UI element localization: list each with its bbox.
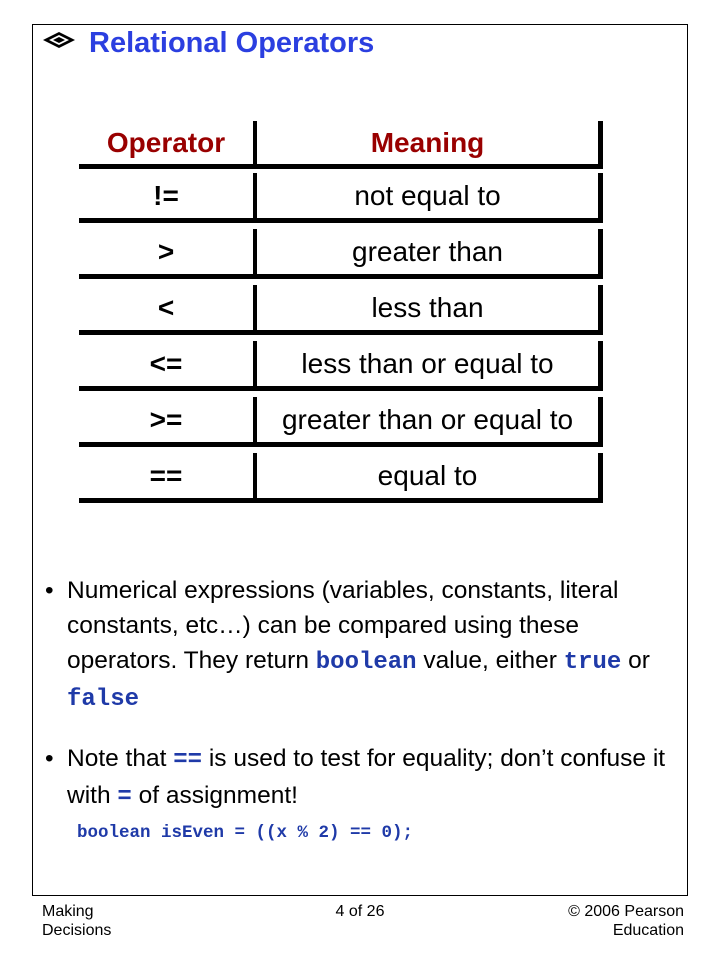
diamond-arrow-icon [41,29,77,51]
meaning-cell: less than or equal to [301,347,554,379]
footer-left-line1: Making [42,903,94,920]
meaning-cell: less than [371,291,484,323]
bullet-text-segment: value, either [416,647,564,674]
slide-frame [32,24,688,896]
table-row [79,341,603,391]
bullet-dot: • [45,745,54,772]
operator-cell: == [79,453,257,498]
bullet-list [41,573,681,839]
bullet-text-segment: is used to test for equality; don’t confuse it with [67,745,666,809]
table-row [79,173,603,223]
header-meaning: Meaning [370,126,485,158]
keyword-boolean: boolean [315,649,417,676]
operator-cell: != [79,173,257,218]
bullet-item [41,573,681,717]
bullet-item [41,741,681,815]
keyword-equality: == [173,747,203,774]
keyword-true: true [563,649,622,676]
bullet-text-segment: Note that [67,745,174,772]
operators-table [79,121,603,509]
table-header-row [79,121,603,169]
footer-right-line1: © 2006 Pearson [568,903,684,920]
bullet-text [67,741,681,815]
table-row [79,453,603,503]
operator-cell: <= [79,341,257,386]
bullet-text-segment: or [621,647,650,674]
operator-cell: > [79,229,257,274]
meaning-cell: greater than or equal to [281,403,574,435]
keyword-false: false [67,686,140,713]
table-row [79,285,603,335]
footer-right-line2: Education [612,922,684,939]
table-row [79,229,603,279]
slide-title: Relational Operators [89,27,375,59]
meaning-cell: equal to [377,459,478,491]
meaning-cell: greater than [352,235,503,267]
keyword-assignment: = [117,784,132,811]
bullet-dot: • [45,577,54,604]
page-number: 4 of 26 [335,903,385,920]
bullet-text [67,573,681,717]
bullet-text-segment: Numerical expressions (variables, constants, literal constants, etc…) can be compared using these operators. They return [67,577,619,674]
bullet-text-segment: of assignment! [131,782,298,809]
footer-right [568,902,684,940]
table-row [79,397,603,447]
header-operator: Operator [79,121,257,164]
operator-cell: < [79,285,257,330]
operator-cell: >= [79,397,257,442]
footer-left-line2: Decisions [42,922,112,939]
code-example: boolean isEven = ((x % 2) == 0); [77,823,414,843]
meaning-cell: not equal to [354,179,501,211]
